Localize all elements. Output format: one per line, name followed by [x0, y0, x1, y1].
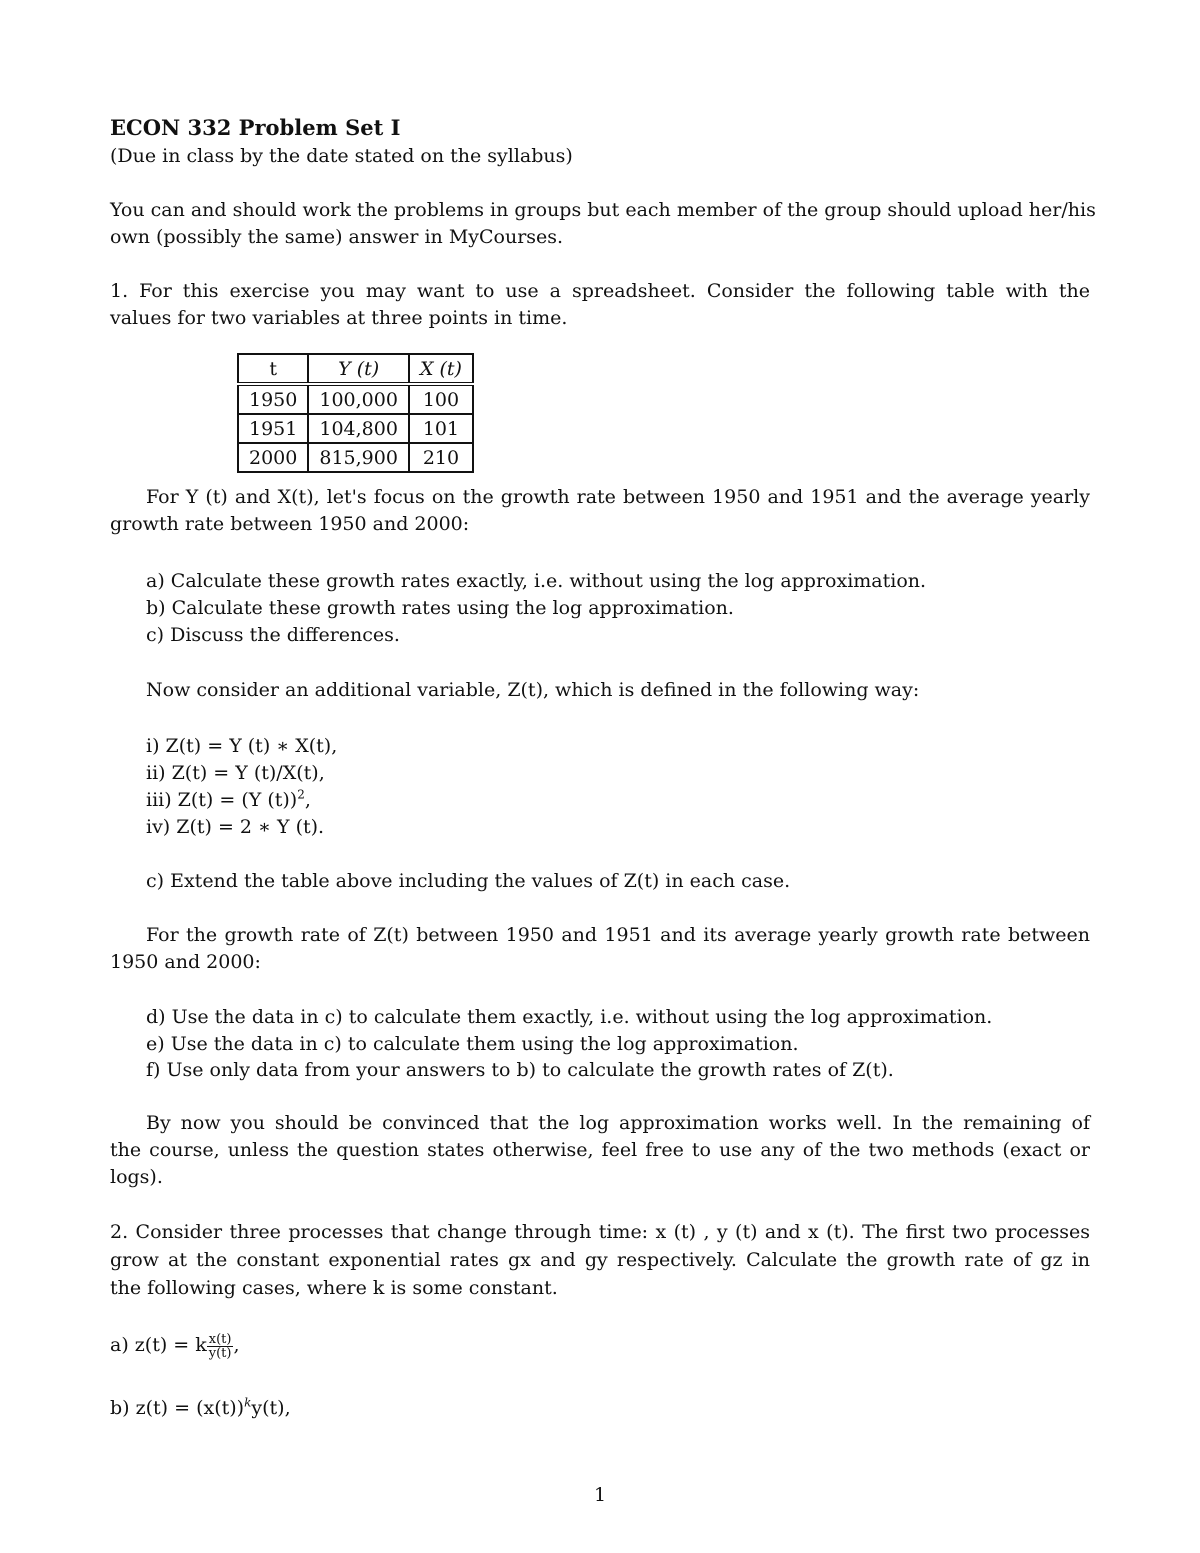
q2-part-a-text: a) z(t) = k	[110, 1334, 207, 1356]
table-header-row	[238, 354, 473, 384]
fraction-denominator: y(t)	[208, 1345, 232, 1361]
table-cell: 100	[409, 384, 473, 414]
q2-part-b	[110, 1396, 291, 1420]
q2-line-1: 2. Consider three processes that change through time: x (t) , y (t) and x (t). The first two processes	[110, 1221, 1090, 1243]
q1-by-line-3: logs).	[110, 1166, 163, 1188]
data-table	[237, 353, 474, 473]
q1-case-ii: ii) Z(t) = Y (t)/X(t),	[146, 762, 325, 784]
table-header-cell: Y (t)	[308, 354, 409, 384]
q1-case-iii-exponent: 2	[297, 787, 305, 802]
q1-case-i: i) Z(t) = Y (t) ∗ X(t),	[146, 735, 338, 757]
table-cell: 1950	[238, 384, 308, 414]
q1-part-f: f) Use only data from your answers to b) to calculate the growth rates of Z(t).	[146, 1059, 894, 1081]
q2-part-a-fraction	[207, 1333, 234, 1360]
table-header-cell: X (t)	[409, 354, 473, 384]
q2-part-b-text: b) z(t) = (x(t))	[110, 1397, 245, 1419]
q1-case-iv: iv) Z(t) = 2 ∗ Y (t).	[146, 816, 325, 838]
table-cell: 101	[409, 414, 473, 443]
q1-by-line-1: By now you should be convinced that the log approximation works well. In the remaining of	[146, 1112, 1090, 1134]
q1-for-line-2: 1950 and 2000:	[110, 951, 261, 973]
table-cell: 1951	[238, 414, 308, 443]
table-row	[238, 414, 473, 443]
page-title: ECON 332 Problem Set I	[110, 115, 401, 140]
due-note: (Due in class by the date stated on the syllabus)	[110, 145, 573, 167]
q1-case-iii-text: iii) Z(t) = (Y (t))	[146, 789, 298, 811]
table-cell: 815,900	[308, 443, 409, 472]
table-row	[238, 443, 473, 472]
intro-line-2: own (possibly the same) answer in MyCourses.	[110, 226, 564, 248]
fraction-numerator: x(t)	[207, 1333, 234, 1347]
q1-focus-line-1: For Y (t) and X(t), let's focus on the growth rate between 1950 and 1951 and the average yearly	[146, 486, 1090, 508]
q1-focus-line-2: growth rate between 1950 and 2000:	[110, 513, 470, 535]
table-cell: 100,000	[308, 384, 409, 414]
q1-for-line-1: For the growth rate of Z(t) between 1950 and 1951 and its average yearly growth rate between	[146, 924, 1090, 946]
q1-part-b: b) Calculate these growth rates using the log approximation.	[146, 597, 734, 619]
q1-part-e: e) Use the data in c) to calculate them using the log approximation.	[146, 1033, 799, 1055]
q2-part-b-tail: y(t),	[251, 1397, 291, 1419]
page-number: 1	[593, 1484, 607, 1506]
q2-part-b-exponent: k	[244, 1395, 252, 1410]
intro-line-1: You can and should work the problems in groups but each member of the group should upload her/his	[110, 199, 1096, 221]
q1-case-iii-comma: ,	[304, 789, 311, 811]
q2-line-2: grow at the constant exponential rates gx and gy respectively. Calculate the growth rate of gz in	[110, 1249, 1090, 1271]
table-cell: 210	[409, 443, 473, 472]
q1-by-line-2: the course, unless the question states otherwise, feel free to use any of the two methods (exact or	[110, 1139, 1090, 1161]
q2-part-a-comma: ,	[233, 1334, 240, 1356]
q1-part-c2: c) Extend the table above including the values of Z(t) in each case.	[146, 870, 791, 892]
table-header-cell: t	[238, 354, 308, 384]
q1-part-a: a) Calculate these growth rates exactly, i.e. without using the log approximation.	[146, 570, 927, 592]
q2-part-a	[110, 1330, 240, 1360]
table-cell: 2000	[238, 443, 308, 472]
table-row	[238, 384, 473, 414]
q1-case-iii	[146, 788, 311, 812]
q1-line-1: 1. For this exercise you may want to use a spreadsheet. Consider the following table with the	[110, 280, 1090, 302]
q1-line-2: values for two variables at three points in time.	[110, 307, 568, 329]
table-cell: 104,800	[308, 414, 409, 443]
q1-part-d: d) Use the data in c) to calculate them exactly, i.e. without using the log approximation.	[146, 1006, 993, 1028]
q1-now-line: Now consider an additional variable, Z(t), which is defined in the following way:	[146, 679, 920, 701]
q2-line-3: the following cases, where k is some constant.	[110, 1277, 558, 1299]
q1-part-c: c) Discuss the differences.	[146, 624, 400, 646]
